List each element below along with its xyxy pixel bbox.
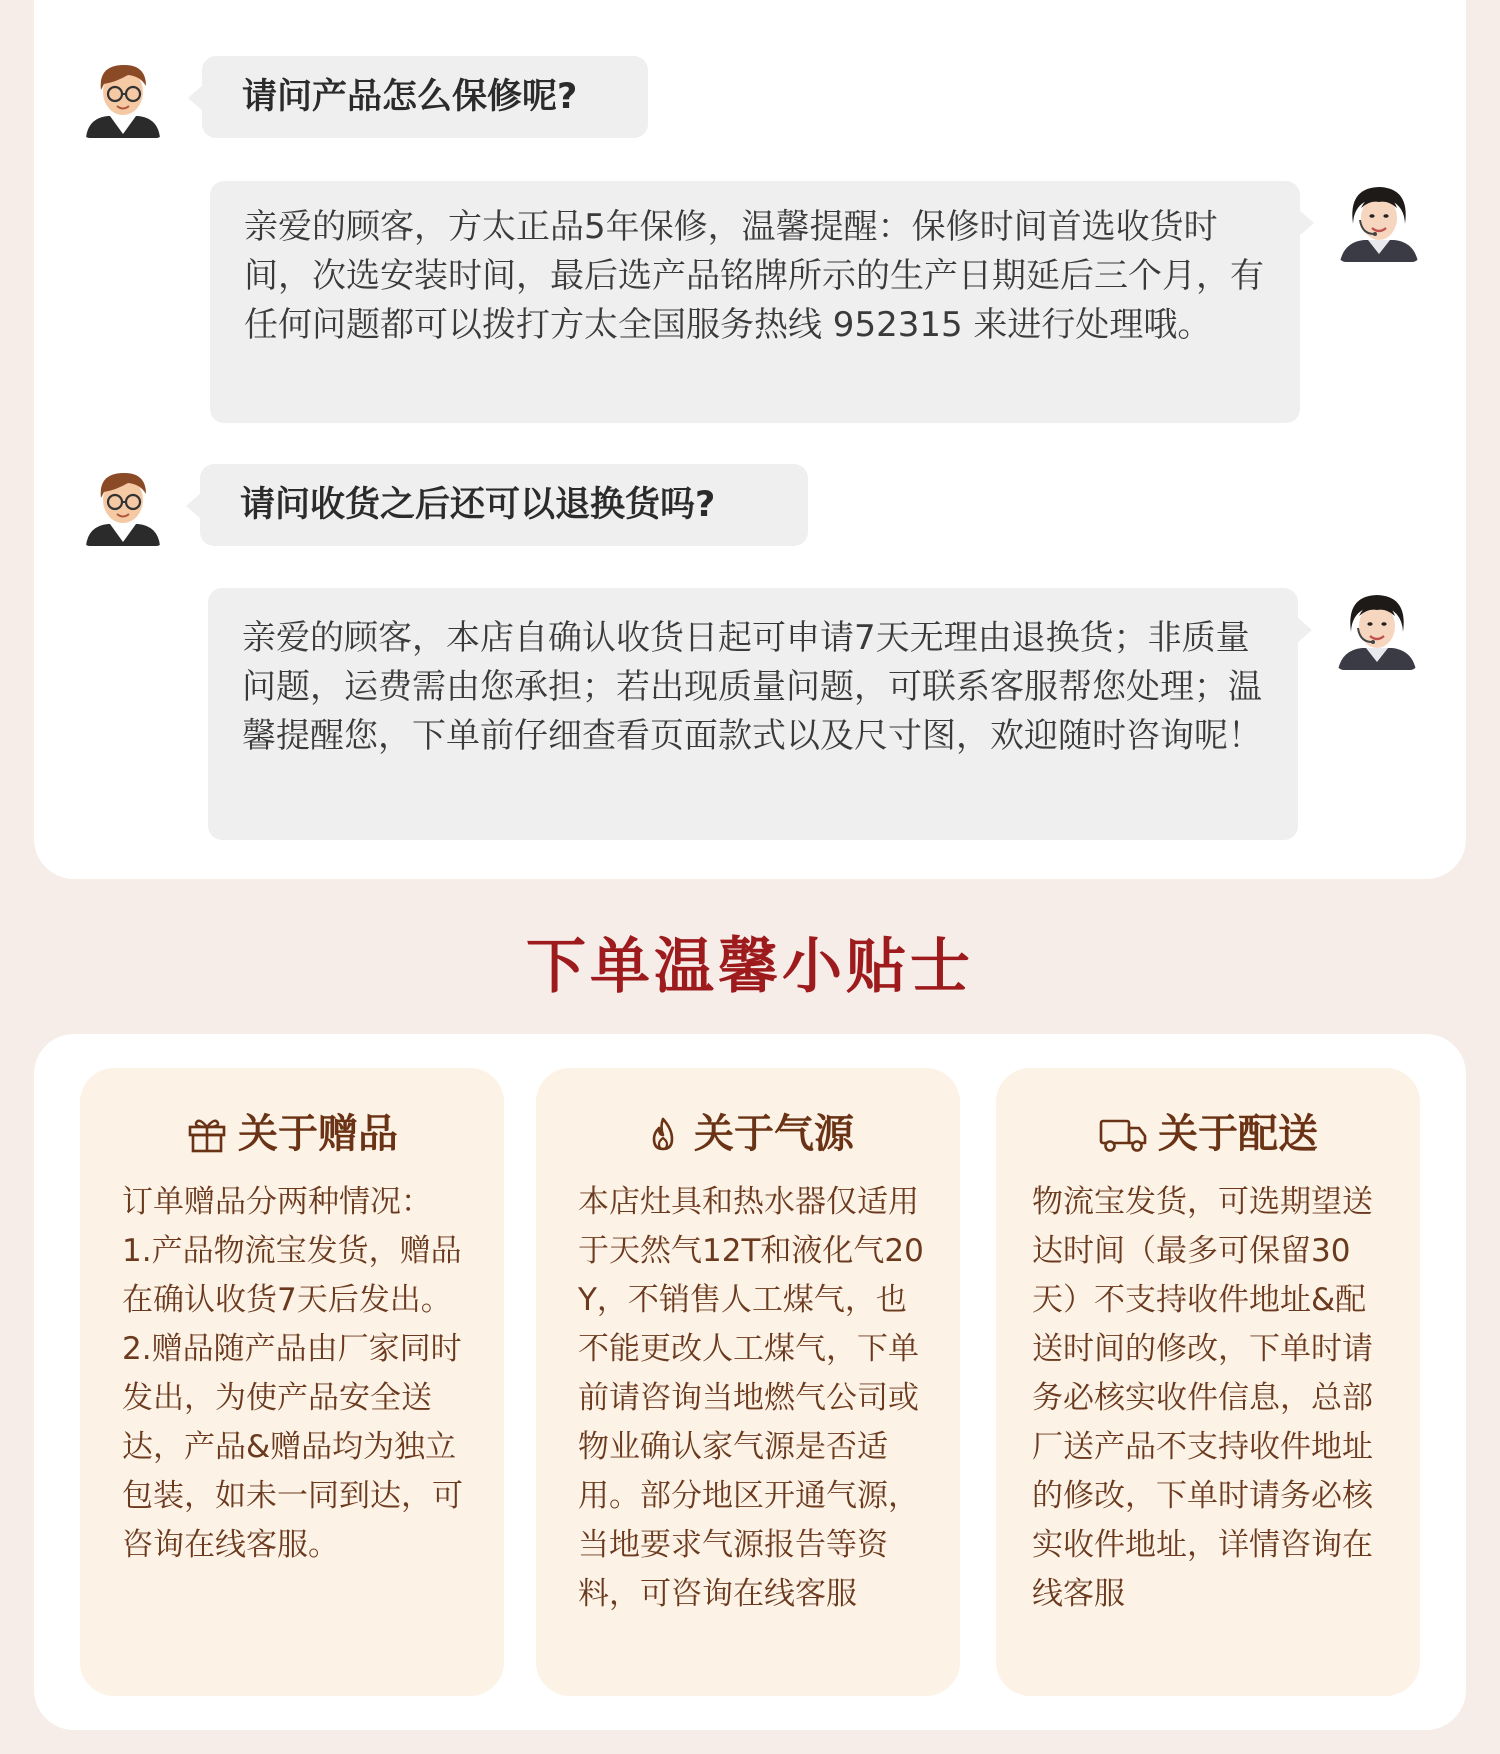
tip-card-gifts: [80, 1068, 504, 1696]
service-agent-avatar: [1336, 588, 1418, 670]
answer-bubble: [208, 588, 1298, 840]
tip-card-delivery: [996, 1068, 1420, 1696]
tip-body: [1032, 1178, 1388, 1619]
tip-body: [578, 1178, 928, 1619]
customer-avatar-icon: [82, 56, 164, 138]
service-agent-avatar: [1338, 180, 1420, 262]
tip-line: 1.产品物流宝发货，赠品在确认收货7天后发出。: [122, 1233, 462, 1318]
tip-line: 物流宝发货，可选期望送达时间（最多可保留30天）不支持收件地址&配送时间的修改，下单时请务必核实收件信息，总部厂送产品不支持收件地址的修改，下单时请务必核实收件地址，详情咨询在线客服: [1032, 1184, 1373, 1612]
customer-avatar-icon: [82, 464, 164, 546]
delivery-truck-icon: [1098, 1113, 1148, 1155]
gift-icon: [186, 1113, 228, 1155]
question-text: 请问收货之后还可以退换货吗?: [240, 485, 716, 525]
answer-bubble: [210, 181, 1300, 423]
answer-text: 亲爱的顾客，本店自确认收货日起可申请7天无理由退换货；非质量问题，运费需由您承担；若出现质量问题，可联系客服帮您处理；温馨提醒您，下单前仔细查看页面款式以及尺寸图，欢迎随时咨询呢！: [242, 618, 1262, 756]
question-text: 请问产品怎么保修呢?: [242, 77, 578, 117]
flame-icon: [642, 1113, 684, 1155]
tip-body: [122, 1178, 472, 1570]
tip-card-gas-source: [536, 1068, 960, 1696]
tip-header: [80, 1106, 504, 1162]
tips-card: [34, 1034, 1466, 1730]
tip-header: [996, 1106, 1420, 1162]
service-agent-avatar-icon: [1336, 588, 1418, 670]
customer-avatar: [82, 56, 164, 138]
tip-header: [536, 1106, 960, 1162]
tip-line: 本店灶具和热水器仅适用于天然气12T和液化气20Y，不销售人工煤气，也不能更改人工煤气，下单前请咨询当地燃气公司或物业确认家气源是否适用。部分地区开通气源，当地要求气源报告等资料，可咨询在线客服: [578, 1184, 924, 1612]
tip-line: 订单赠品分两种情况：: [122, 1184, 432, 1220]
tip-title: 关于气源: [694, 1111, 854, 1157]
service-agent-avatar-icon: [1338, 180, 1420, 262]
tip-line: 2.赠品随产品由厂家同时发出，为使产品安全送达，产品&赠品均为独立包装，如未一同到达，可咨询在线客服。: [122, 1331, 463, 1563]
tips-section-title: 下单温馨小贴士: [526, 932, 974, 1002]
answer-text: 亲爱的顾客，方太正品5年保修，温馨提醒：保修时间首选收货时间，次选安装时间，最后选产品铭牌所示的生产日期延后三个月，有任何问题都可以拨打方太全国服务热线 952315 来进行处理哦。: [244, 207, 1264, 345]
question-bubble: [200, 464, 808, 546]
tip-title: 关于配送: [1158, 1111, 1318, 1157]
question-bubble: [202, 56, 648, 138]
tip-title: 关于赠品: [238, 1111, 398, 1157]
customer-avatar: [82, 464, 164, 546]
